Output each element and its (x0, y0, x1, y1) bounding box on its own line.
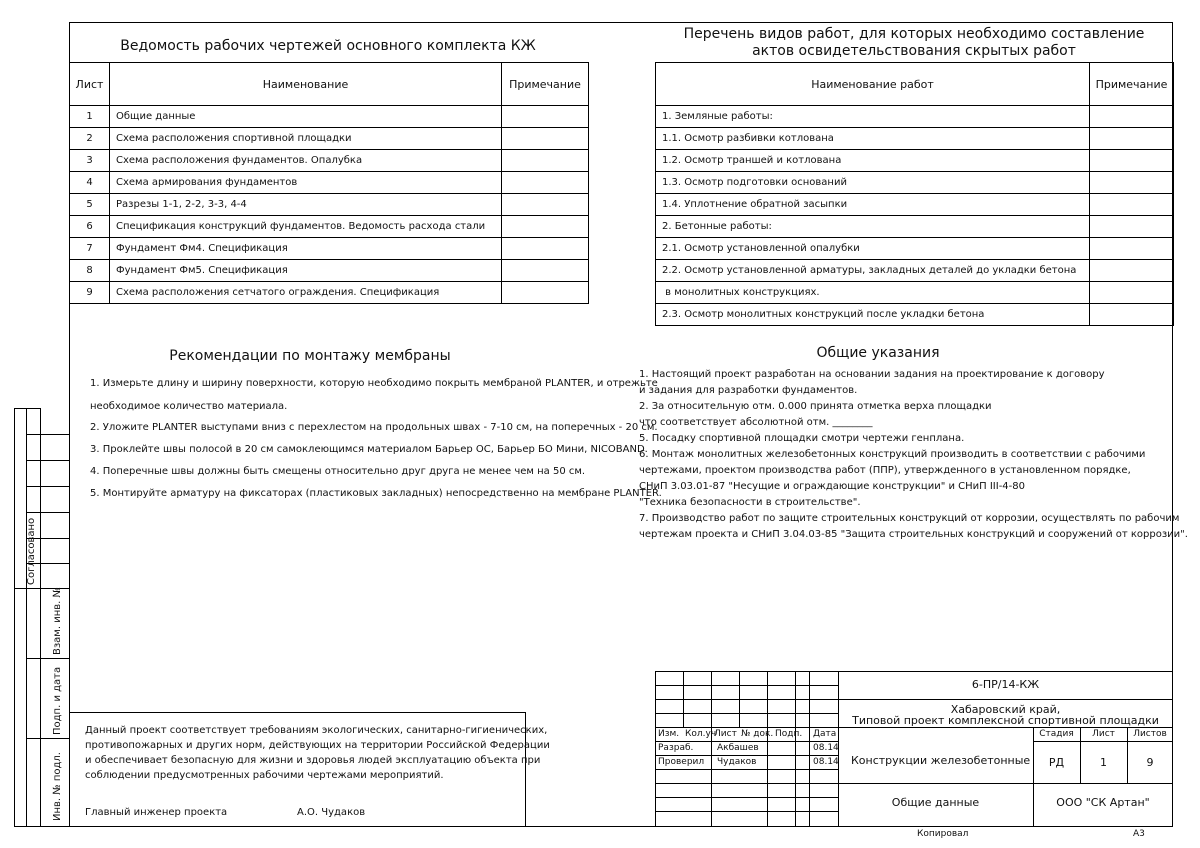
membrane-line-3: 2. Уложите PLANTER выступами вниз с перехлестом на продольных швах - 7-10 см, на поперечных - 20 см. (90, 422, 658, 433)
tb-checked-label: Проверил (658, 757, 705, 767)
tb-checked-date: 08.14 (813, 757, 839, 767)
work-name: в монолитных конструкциях. (656, 282, 1090, 304)
tb-stage: РД (1048, 756, 1065, 769)
drawing-name: Схема расположения фундаментов. Опалубка (110, 150, 502, 172)
format-label: A3 (1133, 829, 1145, 839)
tb-code: 6-ПР/14-КЖ (971, 678, 1040, 691)
drawing-note (502, 282, 589, 304)
tb-developed-name: Акбашев (717, 743, 759, 753)
table-row (656, 260, 1174, 282)
general-line-3: 2. За относительную отм. 0.000 принята отметка верха площадки (639, 401, 992, 412)
drawing-number: 3 (70, 150, 110, 172)
table-row (656, 194, 1174, 216)
drawings-list-title: Ведомость рабочих чертежей основного комплекта КЖ (120, 38, 536, 54)
side-stamp-inv-instead: Взам. инв. № (52, 587, 63, 655)
compliance-line-3: и обеспечивает безопасную для жизни и здоровья людей эксплуатацию объекта при (85, 755, 541, 766)
drawing-name: Схема расположения спортивной площадки (110, 128, 502, 150)
tb-col-sign: Подп. (775, 729, 803, 739)
drawings-header-name: Наименование (110, 63, 502, 106)
compliance-line-1: Данный проект соответствует требованиям экологических, санитарно-гигиенических, (85, 725, 548, 736)
hidden-works-title-line2: актов освидетельствования скрытых работ (752, 43, 1076, 59)
general-line-11: чертежам проекта и СНиП 3.04.03-85 "Защита строительных конструкций и сооружений от коррозии". (639, 529, 1188, 540)
compliance-box (69, 712, 550, 827)
table-row (656, 238, 1174, 260)
tb-region: Хабаровский край, (950, 703, 1061, 716)
table-row (70, 238, 589, 260)
membrane-line-4: 3. Проклейте швы полосой в 20 см самоклеющимся материалом Барьер ОС, Барьер БО Мини, NICOBAND. (90, 444, 648, 455)
copied-label: Копировал (917, 829, 969, 839)
tb-developed-label: Разраб. (658, 743, 694, 753)
membrane-line-2: необходимое количество материала. (90, 401, 288, 412)
table-row (70, 106, 589, 128)
chief-engineer-name: А.О. Чудаков (297, 807, 366, 818)
drawing-name: Спецификация конструкций фундаментов. Ведомость расхода стали (110, 216, 502, 238)
tb-section: Конструкции железобетонные (851, 754, 1031, 767)
drawing-note (502, 216, 589, 238)
work-name: 2.3. Осмотр монолитных конструкций после укладки бетона (656, 304, 1090, 326)
tb-company: ООО "СК Артан" (1056, 796, 1150, 809)
work-name: 2.2. Осмотр установленной арматуры, закладных деталей до укладки бетона (656, 260, 1090, 282)
table-row (656, 128, 1174, 150)
general-line-10: 7. Производство работ по защите строительных конструкций от коррозии, осуществлять по рабочим (639, 513, 1180, 524)
work-name: 2.1. Осмотр установленной опалубки (656, 238, 1090, 260)
drawing-note (502, 128, 589, 150)
general-line-4: что соответствует абсолютной отм. ________ (639, 417, 873, 428)
drawing-name: Схема расположения сетчатого ограждения. Спецификация (110, 282, 502, 304)
hidden-works-table (655, 62, 1174, 326)
table-row (70, 282, 589, 304)
side-stamp-agreed: Согласовано (26, 517, 37, 585)
tb-col-izm: Изм. (658, 729, 680, 739)
tb-stage-label: Стадия (1039, 729, 1074, 739)
table-row (656, 172, 1174, 194)
table-row (70, 260, 589, 282)
drawing-number: 1 (70, 106, 110, 128)
table-row (656, 216, 1174, 238)
drawings-header-sheet: Лист (70, 63, 110, 106)
drawing-note (502, 260, 589, 282)
frame-top (69, 22, 1173, 23)
drawing-number: 4 (70, 172, 110, 194)
general-line-5: 5. Посадку спортивной площадки смотри чертежи генплана. (639, 433, 965, 444)
table-row (70, 194, 589, 216)
drawing-number: 8 (70, 260, 110, 282)
drawing-number: 7 (70, 238, 110, 260)
table-row (70, 216, 589, 238)
membrane-line-1: 1. Измерьте длину и ширину поверхности, которую необходимо покрыть мембраной PLANTER, и отрежьте (90, 378, 658, 389)
drawing-note (502, 106, 589, 128)
tb-sheet-title: Общие данные (891, 796, 980, 809)
tb-sheets-label: Листов (1133, 729, 1167, 739)
hidden-works-title-line1: Перечень видов работ, для которых необходимо составление (683, 26, 1145, 42)
drawing-note (502, 172, 589, 194)
compliance-line-2: противопожарных и других норм, действующих на территории Российской Федерации (85, 740, 550, 751)
drawing-name: Фундамент Фм4. Спецификация (110, 238, 502, 260)
chief-engineer-label: Главный инженер проекта (85, 807, 228, 818)
drawing-note (502, 194, 589, 216)
general-line-9: "Техника безопасности в строительстве". (639, 497, 861, 508)
work-name: 1.1. Осмотр разбивки котлована (656, 128, 1090, 150)
side-stamp (14, 408, 70, 827)
work-name: 1.3. Осмотр подготовки оснований (656, 172, 1090, 194)
table-row (656, 150, 1174, 172)
drawing-number: 2 (70, 128, 110, 150)
general-line-6: 6. Монтаж монолитных железобетонных конструкций производить в соответствии с рабочими (639, 449, 1146, 460)
tb-sheets: 9 (1146, 756, 1154, 769)
membrane-title: Рекомендации по монтажу мембраны (169, 348, 451, 364)
general-line-1: 1. Настоящий проект разработан на основании задания на проектирование к договору (639, 369, 1105, 380)
drawing-number: 5 (70, 194, 110, 216)
work-name: 1.2. Осмотр траншей и котлована (656, 150, 1090, 172)
drawing-number: 6 (70, 216, 110, 238)
drawing-name: Схема армирования фундаментов (110, 172, 502, 194)
side-stamp-sign-date: Подп. и дата (52, 666, 63, 735)
drawing-note (502, 238, 589, 260)
drawing-name: Общие данные (110, 106, 502, 128)
hidden-works-header-name: Наименование работ (656, 63, 1090, 106)
tb-checked-name: Чудаков (717, 757, 757, 767)
tb-developed-date: 08.14 (813, 743, 839, 753)
title-block (655, 671, 1173, 827)
table-row (656, 106, 1174, 128)
drawings-list-table (69, 62, 589, 304)
general-line-2: и задания для разработки фундаментов. (639, 385, 858, 396)
membrane-line-5: 4. Поперечные швы должны быть смещены относительно друг друга не менее чем на 50 см. (90, 466, 586, 477)
general-title: Общие указания (816, 345, 940, 361)
tb-project: Типовой проект комплексной спортивной площадки (852, 714, 1159, 727)
table-row (656, 304, 1174, 326)
tb-sheet: 1 (1100, 756, 1107, 769)
table-row (70, 150, 589, 172)
work-name: 2. Бетонные работы: (656, 216, 1090, 238)
tb-col-list: Лист (714, 729, 737, 739)
hidden-works-header-note: Примечание (1090, 63, 1174, 106)
drawing-name: Разрезы 1-1, 2-2, 3-3, 4-4 (110, 194, 502, 216)
side-stamp-inv-orig: Инв. № подл. (52, 752, 63, 821)
drawing-name: Фундамент Фм5. Спецификация (110, 260, 502, 282)
drawings-header-note: Примечание (502, 63, 589, 106)
tb-col-doc: № док. (741, 729, 774, 739)
table-row (70, 128, 589, 150)
drawing-number: 9 (70, 282, 110, 304)
table-row (656, 282, 1174, 304)
general-line-8: СНиП 3.03.01-87 "Несущие и ограждающие конструкции" и СНиП III-4-80 (639, 481, 1025, 492)
work-name: 1.4. Уплотнение обратной засыпки (656, 194, 1090, 216)
membrane-line-6: 5. Монтируйте арматуру на фиксаторах (пластиковых закладных) непосредственно на мембране PLANTER. (90, 488, 662, 499)
tb-col-date: Дата (813, 729, 837, 739)
work-name: 1. Земляные работы: (656, 106, 1090, 128)
drawing-note (502, 150, 589, 172)
compliance-line-4: соблюдении предусмотренных рабочими чертежами мероприятий. (85, 770, 444, 781)
general-line-7: чертежами, проектом производства работ (ППР), утвержденного в установленном порядке, (639, 465, 1131, 476)
tb-sheet-label: Лист (1092, 729, 1115, 739)
tb-col-kol: Кол.уч (685, 729, 717, 739)
table-row (70, 172, 589, 194)
